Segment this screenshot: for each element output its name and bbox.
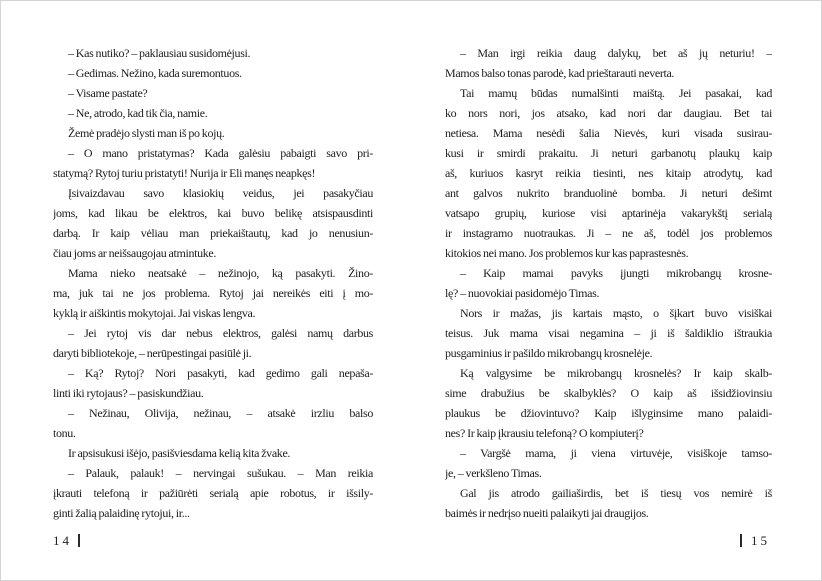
- text-line: Gal jis atrodo gailiaširdis, bet iš tiesų vos nemirė iš: [460, 486, 772, 500]
- text-line: ma, juk tai ne jos problema. Rytoj jai nereikės eiti į mo-: [53, 286, 373, 300]
- text-line: ant galvos nukrito branduolinė bomba. Ji neturi dešimt: [445, 186, 772, 200]
- text-line: kitokios nei mano. Jos problemos kur kas paprastesnės.: [445, 246, 689, 260]
- text-line: – Ne, atrodo, kad tik čia, namie.: [68, 106, 208, 120]
- text-line: joms, kad likau be elektros, kai buvo belikę atsispausdinti: [53, 206, 373, 220]
- text-line: plaukus be džiovintuvo? Kaip išlyginsime mano palaidi-: [445, 406, 772, 420]
- folio-divider-right: [740, 534, 742, 547]
- text-line: Žemė pradėjo slysti man iš po kojų.: [68, 126, 225, 140]
- page-right-text-block: [445, 43, 772, 523]
- text-line: – Ką? Rytoj? Nori pasakyti, kad gedimo gali nepaša-: [68, 366, 373, 380]
- text-line: statymą? Rytoj turiu pristatyti! Nurija ir Eli manęs neapkęs!: [53, 166, 316, 180]
- text-line: netiesa. Mama nesėdi šalia Nievės, kuri visada susirau-: [445, 126, 772, 140]
- text-line: ko nors nori, jos atsako, kad nori dar daugiau. Bet tai: [445, 106, 772, 120]
- text-line: darbą. Ir kaip vėliau man priekaištautų, kad jo nenusiun-: [53, 226, 373, 240]
- page-number-left: 14: [53, 533, 72, 548]
- text-line: ginti žalią palaidinę rytojui, ir...: [53, 506, 190, 520]
- text-line: tonu.: [53, 426, 76, 440]
- text-line: Mamos balso tonas parodė, kad prieštarauti neverta.: [445, 66, 675, 80]
- text-line: kyklą ir aiškintis mokytojai. Jai viskas lengva.: [53, 306, 256, 320]
- text-line: baimės ir nedrįso nueiti palaikyti jai draugijos.: [445, 506, 649, 520]
- text-line: – Gedimas. Nežino, kada suremontuos.: [68, 66, 242, 80]
- page-number-right: 15: [751, 533, 770, 548]
- text-line: linti iki rytojaus? – pasiskundžiau.: [53, 386, 204, 400]
- text-line: nes? Ir kaip įkrausiu telefoną? O kompiuterį?: [445, 426, 644, 440]
- text-line: – Vargšė mama, ji viena virtuvėje, visiškoje tamso-: [460, 446, 772, 460]
- text-line: Įsivaizdavau savo klasiokių veidus, jei pasakyčiau: [68, 186, 373, 200]
- text-line: Mama nieko neatsakė – nežinojo, ką pasakyti. Žino-: [68, 266, 373, 280]
- text-line: je, – verkšleno Timas.: [445, 466, 542, 480]
- text-line: Nors ir mažas, jis kartais mąsto, o šįkart buvo visiškai: [460, 306, 772, 320]
- text-line: aš, kuriuos kasryt reikia tiesinti, nes kitaip atrodytų, kad: [445, 166, 772, 180]
- text-line: – Nežinau, Olivija, nežinau, – atsakė irzliu balso: [68, 406, 373, 420]
- text-line: Ką valgysime be mikrobangų krosnelės? Ir kaip skalb-: [460, 366, 772, 380]
- text-line: kusi ir smirdi prakaitu. Ji neturi garbanotų plaukų kaip: [445, 146, 772, 160]
- text-line: vatsapo grupių, kuriose visi aptarinėja vakarykštį serialą: [445, 206, 772, 220]
- text-line: Tai mamų būdas numalšinti maištą. Jei pasakai, kad: [460, 86, 772, 100]
- page-left-folio: [53, 533, 80, 549]
- text-line: sime drabužius be skalbyklės? O kaip aš išsidžiovinsiu: [445, 386, 772, 400]
- text-line: – Kaip mamai pavyks įjungti mikrobangų krosne-: [460, 266, 772, 280]
- text-line: įkrauti telefoną ir pažiūrėti serialą apie robotus, ir išsily-: [53, 486, 373, 500]
- text-line: – Man irgi reikia daug dalykų, bet aš jų neturiu! –: [460, 46, 772, 60]
- text-line: – Kas nutiko? – paklausiau susidomėjusi.: [68, 46, 251, 60]
- text-line: – Palauk, palauk! – nervingai sušukau. – Man reikia: [68, 466, 373, 480]
- text-line: – O mano pristatymas? Kada galėsiu pabaigti savo pri-: [68, 146, 373, 160]
- page-right-folio: [740, 533, 770, 549]
- text-line: lę? – nuovokiai pasidomėjo Timas.: [445, 286, 600, 300]
- text-line: daryti bibliotekoje, – nerūpestingai pasiūlė ji.: [53, 346, 252, 360]
- text-line: – Jei rytoj vis dar nebus elektros, galėsi namų darbus: [68, 326, 373, 340]
- text-line: teisus. Juk mama visai negamina – ji iš šaldiklio ištraukia: [445, 326, 772, 340]
- text-line: Ir apsisukusi išėjo, pasišviesdama kelią kita žvake.: [68, 446, 291, 460]
- folio-divider-left: [78, 534, 80, 547]
- text-line: ir instagramo nuotraukas. Ji – ne aš, todėl jos problemos: [445, 226, 772, 240]
- text-line: pusgaminius ir pašildo mikrobangų krosnelėje.: [445, 346, 653, 360]
- text-line: čiau joms ar neišsaugojau atmintuke.: [53, 246, 217, 260]
- page-left-text-block: [53, 43, 373, 523]
- text-line: – Visame pastate?: [68, 86, 148, 100]
